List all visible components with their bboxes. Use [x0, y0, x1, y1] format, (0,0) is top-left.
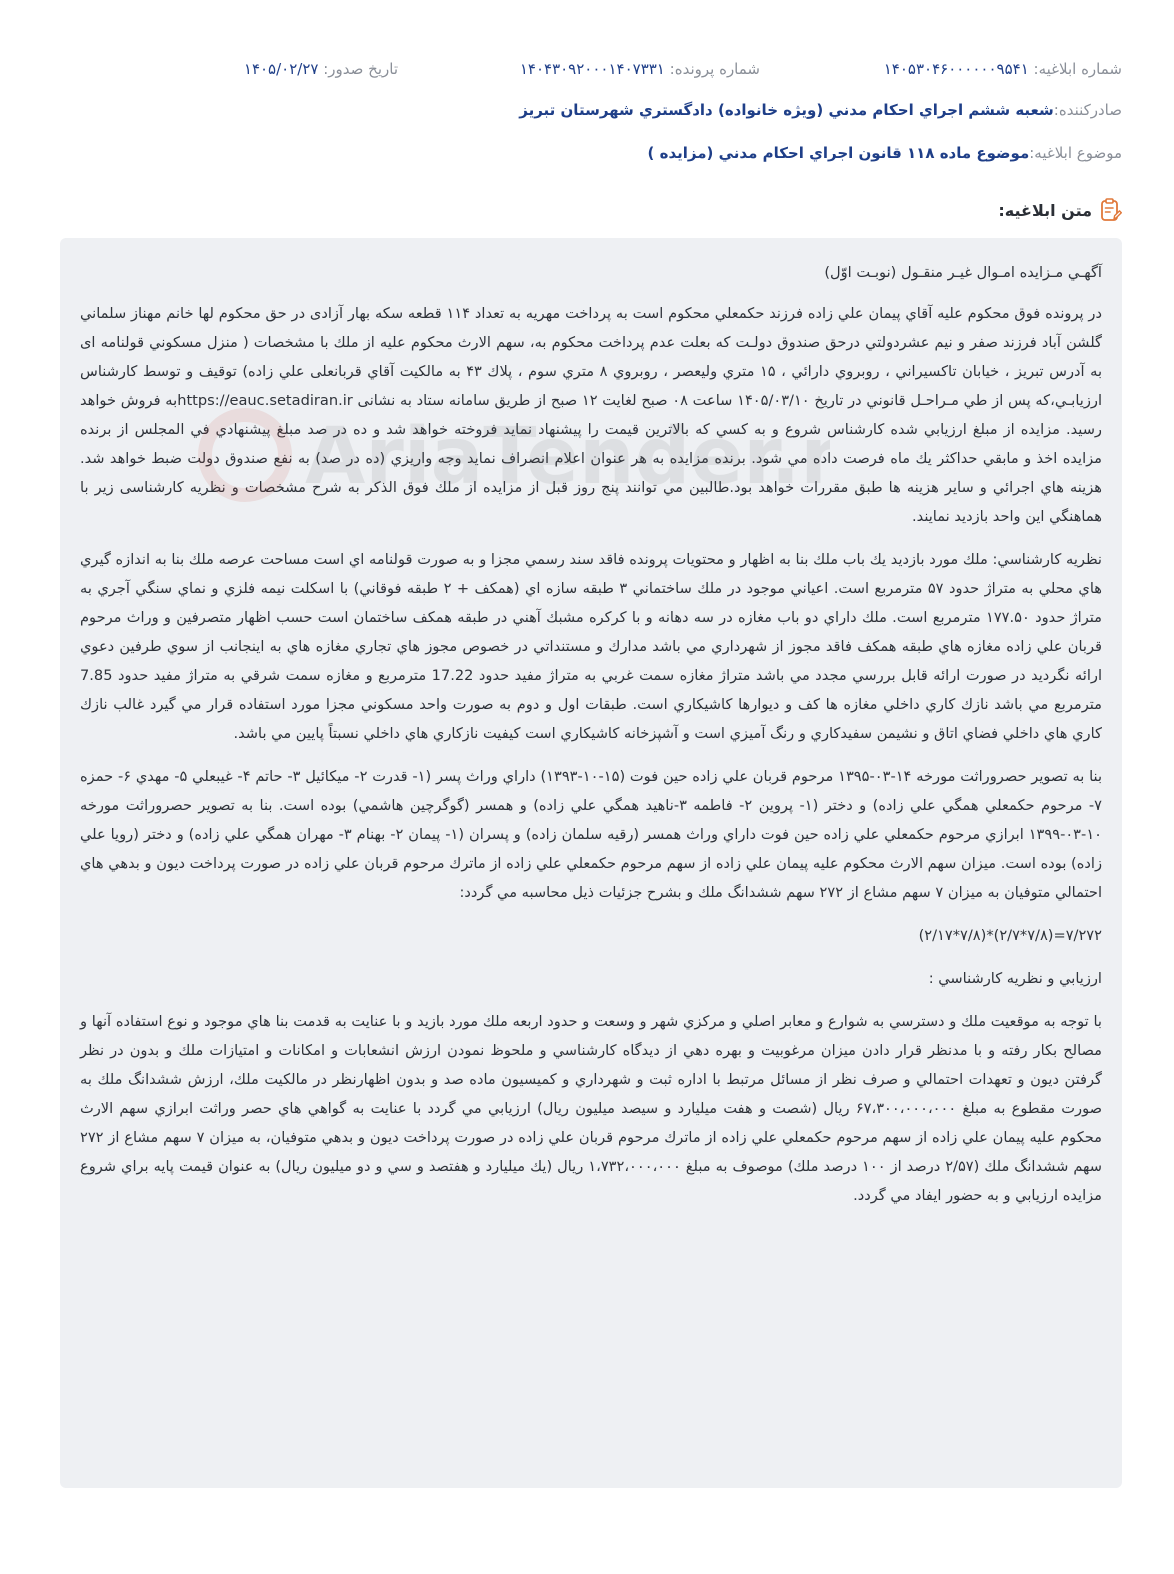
- document-edit-icon: [1100, 198, 1122, 222]
- notice-title: آگهـي مـزايده امـوال غيـر منقـول (نوبـت اوّل): [824, 264, 1102, 281]
- notice-body: [60, 238, 1122, 1488]
- auction-paragraph: در پرونده فوق محكوم عليه آقاي پيمان علي زاده فرزند حكمعلي محكوم است به پرداخت مهريه به تعداد ۱۱۴ قطعه سكه بهار آزادی در حق محکوم لها خانم مهناز سلماني گلشن آباد فرزند صفر و نيم عشردولتي درحق صندوق دولـت كه بعلت عدم پرداخت محكوم به، سهم الارث محكوم عليه از ملك با مشخصات ( منزل مسكوني قولنامه ای به آدرس تبريز ، خيابان تاكسيراني ، روبروي دارائي ، ۱۵ متري وليعصر ، روبروي ۸ متري سوم ، پلاك ۴۳ به مالكيت آقاي قربانعلی علي زاده) توقيف و توسط كارشناس ارزيابـي،كه پس از طي مـراحـل قانوني در تاريخ ۱۴۰۵/۰۳/۱۰ ساعت ۰۸ صبح لغايت ۱۲ صبح از طريق سامانه ستاد به نشانی https://eauc.setadiran.irبه فروش خواهد رسيد. مزايده از مبلغ ارزيابي شده كارشناس شروع و به كسي كه بالاترين قيمت را پيشنهاد نمايد فروخته خواهد شد و ده در صد مبلغ پيشنهادي في المجلس از برنده مزايده اخذ و مابقي حداكثر يك ماه فرصت داده مي شود. برنده مزايده به هر عنوان اعلام انصراف نمايد وجه واريزي (ده در صد) به نفع صندوق دولت ضبط خواهد شد. هزينه هاي اجرائي و ساير هزينه ها طبق مقررات خواهد بود.طالبين مي توانند پنج روز قبل از مزايده از ملك فوق الذكر به شرح مشخصات و نظريه كارشناسی زير با هماهنگي اين واحد بازديد نمايند.: [80, 305, 1103, 525]
- notice-number-value: ۱۴۰۵۳۰۴۶۰۰۰۰۰۰۹۵۴۱: [883, 60, 1029, 78]
- inheritance-paragraph: بنا به تصوير حصروراثت مورخه ۱۴-۰۳-۱۳۹۵ مرحوم قربان علي زاده حين فوت (۱۵-۱۰-۱۳۹۳) داراي وراث پسر (۱- قدرت ۲- ميكائيل ۳- حاتم ۴- غيبعلي ۵- مهدي ۶- حمزه ۷- مرحوم حكمعلي همگي علي زاده) و دختر (۱- پروين ۲- فاطمه ۳-ناهيد همگي علي زاده) و همسر (گوگرچين هاشمي) بوده است. بنا به تصوير حصروراثت مورخه ۱۰-۰۳-۱۳۹۹ ابرازي مرحوم حكمعلي علي زاده حين فوت داراي وراث همسر (رقيه سلمان زاده) و پسران (۱- پيمان ۲- بهنام ۳- مهران همگي علي زاده) و دختر (رويا علي زاده) بوده است. ميزان سهم الارث محكوم عليه پيمان علي زاده از سهم مرحوم حكمعلي علي زاده از ماترك مرحوم قربان علي زاده در صورت پرداخت ديون و بدهي هاي احتمالي متوفيان به ميزان ۷ سهم مشاع از ۲۷۲ سهم ششدانگ ملك و بشرح جزئيات ذيل محاسبه مي گردد:: [80, 768, 1103, 901]
- expert-opinion-paragraph: نظريه كارشناسي: ملك مورد بازديد يك باب ملك بنا به اظهار و محتويات پرونده فاقد سند رسمي مجزا و به صورت قولنامه اي است مساحت عرصه ملك بنا به اندازه گيري هاي محلي به متراژ حدود ۵۷ مترمربع است. اعياني موجود در ملك ساختماني ۳ طبقه سازه اي (همكف + ۲ طبقه فوقاني) با اسكلت نيمه فلزي و نماي سنگي آجري به متراژ حدود ۱۷۷.۵۰ مترمربع است. ملك داراي دو باب مغازه در سه دهانه و با كركره مشبك آهني در طبقه همكف ساختمان است حسب اظهار متصرفين و وراث مرحوم قربان علي زاده مغازه هاي طبقه همكف فاقد مجوز از شهرداري مي باشد مدارك و مستنداتي در خصوص مجوز هاي تجاري مغازه هاي به اينجانب از سوي طرفين دعوي ارائه نگرديد در صورت ارائه قابل بررسي مجدد مي باشد متراژ مغازه سمت غربي به متراژ مفيد حدود 17.22 مترمربع و مغازه سمت شرقي به متراژ مفيد حدود 7.85 مترمربع مي باشد نازك كاري داخلي مغازه ها كف و ديوارها كاشيكاري است. طبقات اول و دوم به صورت واحد مسكوني مجزا مورد استفاده قرار مي گيرد غالب نازك كاري هاي داخلي فضاي اتاق و نشيمن سفيدكاري و رنگ آميزي است و آشپزخانه كاشيكاري است كيفيت نازكاري هاي داخلي نسبتاً پايين مي باشد.: [80, 551, 1103, 742]
- subject-label: موضوع ابلاغیه:: [1029, 144, 1122, 162]
- subject-value: موضوع ماده ۱۱۸ قانون اجراي احكام مدني (مزايده ): [647, 144, 1030, 162]
- valuation-paragraph: با توجه به موقعيت ملك و دسترسي به شوارع و معابر اصلي و مركزي شهر و وسعت و حدود اربعه ملك مورد بازيد و با عنايت به قدمت بنا هاي موجود و نوع استفاده آنها و مصالح بكار رفته و با مدنظر قرار دادن ميزان مرغوبيت و بهره دهي از ديدگاه كارشناسي و ملحوظ نمودن ارزش انشعابات و امكانات و امتيازات ملك و بدون در نظر گرفتن ديون و تعهدات احتمالي و صرف نظر از مسائل مرتبط با اداره ثبت و شهرداري و كميسيون ماده صد و بدون اظهارنظر در مالكيت ملك، ارزش ششدانگ ملك به صورت مقطوع به مبلغ ۶۷،۳۰۰،۰۰۰،۰۰۰ ريال (شصت و هفت ميليارد و سيصد ميليون ريال) ارزيابي مي گردد با عنايت به گواهي هاي حصر وراثت ابرازي سهم الارث محكوم عليه پيمان علي زاده از سهم مرحوم حكمعلي علي زاده از ماترك مرحوم قربان علي زاده در صورت پرداخت ديون و بدهي متوفيان، به ميزان ۷ سهم مشاع از ۲۷۲ سهم ششدانگ ملك (۲/۵۷ درصد از ۱۰۰ درصد ملك) موصوف به مبلغ ۱،۷۳۲،۰۰۰،۰۰۰ ريال (يك ميليارد و هفتصد و سي و دو ميليون ريال) به عنوان قيمت پايه براي شروع مزايده ارزيابي و به حضور ايفاد مي گردد.: [80, 1013, 1102, 1204]
- subject-row: [40, 140, 1122, 166]
- issue-date: [244, 60, 398, 78]
- issuer-row: [40, 97, 1122, 123]
- valuation-heading: ارزيابي و نظريه كارشناسي :: [928, 970, 1102, 987]
- issuer-label: صادرکننده:: [1053, 101, 1122, 119]
- notice-number-label: شماره ابلاغیه:: [1033, 60, 1122, 78]
- notice-text-title: متن ابلاغیه:: [998, 200, 1092, 220]
- issuer-value: شعبه ششم اجراي احكام مدني (ويژه خانواده) دادگستري شهرستان تبريز: [519, 101, 1054, 119]
- case-number-value: ۱۴۰۴۳۰۹۲۰۰۰۱۴۰۷۳۳۱: [519, 60, 665, 78]
- notice-meta-row: [0, 56, 1174, 82]
- share-formula: ۷/۲۷۲=(۷/۸*۲/۷)*(۷/۸*۲/۱۷): [918, 927, 1102, 944]
- case-number: [520, 60, 760, 78]
- issue-date-label: تاریخ صدور:: [323, 60, 398, 78]
- notice-number: [884, 60, 1122, 78]
- issue-date-value: ۱۴۰۵/۰۲/۲۷: [243, 60, 319, 78]
- notice-text-heading: [998, 198, 1122, 222]
- case-number-label: شماره پرونده:: [669, 60, 760, 78]
